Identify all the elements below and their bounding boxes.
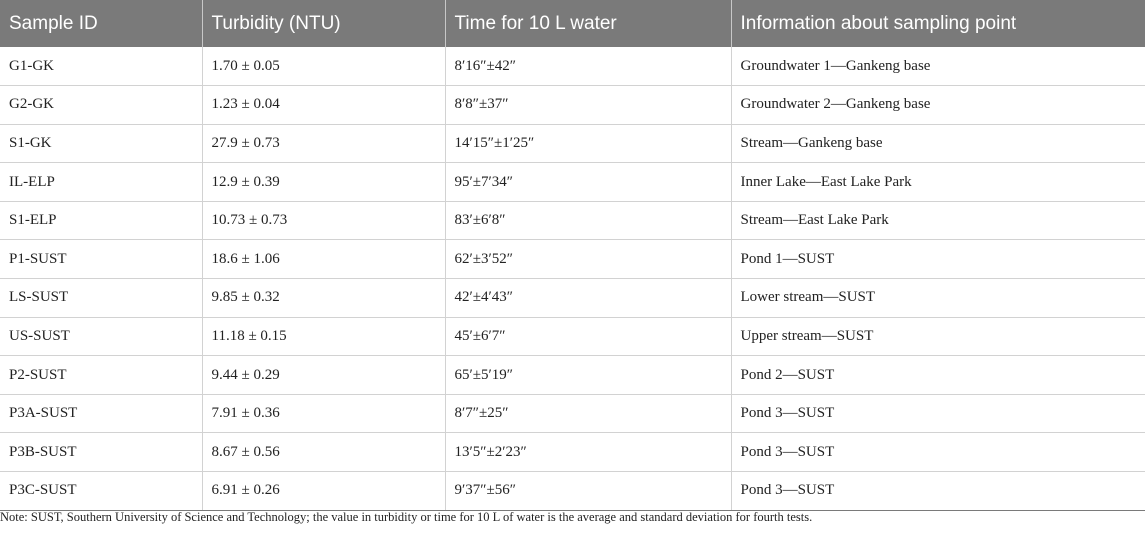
cell-turbidity: 1.70 ± 0.05 bbox=[202, 47, 445, 86]
header-sampling-point: Information about sampling point bbox=[731, 0, 1145, 47]
cell-time: 42′±4′43″ bbox=[445, 279, 731, 318]
cell-time: 8′16″±42″ bbox=[445, 47, 731, 86]
cell-turbidity: 1.23 ± 0.04 bbox=[202, 86, 445, 125]
cell-time: 9′37″±56″ bbox=[445, 472, 731, 511]
cell-sample-id: P3B-SUST bbox=[0, 433, 202, 472]
header-time: Time for 10 L water bbox=[445, 0, 731, 47]
cell-time: 65′±5′19″ bbox=[445, 356, 731, 395]
cell-sample-id: G2-GK bbox=[0, 86, 202, 125]
cell-sampling-point: Pond 3—SUST bbox=[731, 394, 1145, 433]
table-row bbox=[0, 240, 1145, 279]
cell-sample-id: P2-SUST bbox=[0, 356, 202, 395]
table-note: Note: SUST, Southern University of Science and Technology; the value in turbidity or time for 10 L of water is the average and standard deviation for fourth tests. bbox=[0, 510, 813, 524]
table-row bbox=[0, 47, 1145, 86]
cell-sampling-point: Upper stream—SUST bbox=[731, 317, 1145, 356]
cell-time: 62′±3′52″ bbox=[445, 240, 731, 279]
table-row bbox=[0, 124, 1145, 163]
cell-time: 45′±6′7″ bbox=[445, 317, 731, 356]
cell-sampling-point: Pond 3—SUST bbox=[731, 472, 1145, 511]
cell-sampling-point: Groundwater 1—Gankeng base bbox=[731, 47, 1145, 86]
table-row bbox=[0, 433, 1145, 472]
cell-sample-id: P3C-SUST bbox=[0, 472, 202, 511]
cell-time: 95′±7′34″ bbox=[445, 163, 731, 202]
cell-sample-id: G1-GK bbox=[0, 47, 202, 86]
cell-sample-id: LS-SUST bbox=[0, 279, 202, 318]
cell-turbidity: 10.73 ± 0.73 bbox=[202, 201, 445, 240]
cell-sampling-point: Pond 1—SUST bbox=[731, 240, 1145, 279]
cell-turbidity: 6.91 ± 0.26 bbox=[202, 472, 445, 511]
cell-time: 14′15″±1′25″ bbox=[445, 124, 731, 163]
table-row bbox=[0, 279, 1145, 318]
cell-turbidity: 7.91 ± 0.36 bbox=[202, 394, 445, 433]
table-header-row bbox=[0, 0, 1145, 47]
cell-turbidity: 27.9 ± 0.73 bbox=[202, 124, 445, 163]
cell-sampling-point: Stream—Gankeng base bbox=[731, 124, 1145, 163]
cell-sampling-point: Pond 2—SUST bbox=[731, 356, 1145, 395]
cell-turbidity: 9.44 ± 0.29 bbox=[202, 356, 445, 395]
table-row bbox=[0, 163, 1145, 202]
cell-sampling-point: Stream—East Lake Park bbox=[731, 201, 1145, 240]
cell-time: 8′7″±25″ bbox=[445, 394, 731, 433]
header-turbidity: Turbidity (NTU) bbox=[202, 0, 445, 47]
table-row bbox=[0, 472, 1145, 511]
cell-sampling-point: Groundwater 2—Gankeng base bbox=[731, 86, 1145, 125]
cell-sample-id: P3A-SUST bbox=[0, 394, 202, 433]
table-row bbox=[0, 317, 1145, 356]
cell-sample-id: S1-GK bbox=[0, 124, 202, 163]
table-row bbox=[0, 201, 1145, 240]
cell-sample-id: IL-ELP bbox=[0, 163, 202, 202]
cell-turbidity: 18.6 ± 1.06 bbox=[202, 240, 445, 279]
cell-sample-id: S1-ELP bbox=[0, 201, 202, 240]
cell-turbidity: 11.18 ± 0.15 bbox=[202, 317, 445, 356]
cell-turbidity: 9.85 ± 0.32 bbox=[202, 279, 445, 318]
cell-sampling-point: Inner Lake—East Lake Park bbox=[731, 163, 1145, 202]
cell-time: 83′±6′8″ bbox=[445, 201, 731, 240]
cell-turbidity: 8.67 ± 0.56 bbox=[202, 433, 445, 472]
cell-time: 8′8″±37″ bbox=[445, 86, 731, 125]
cell-sampling-point: Pond 3—SUST bbox=[731, 433, 1145, 472]
cell-turbidity: 12.9 ± 0.39 bbox=[202, 163, 445, 202]
cell-sample-id: US-SUST bbox=[0, 317, 202, 356]
table-row bbox=[0, 394, 1145, 433]
cell-sampling-point: Lower stream—SUST bbox=[731, 279, 1145, 318]
cell-time: 13′5″±2′23″ bbox=[445, 433, 731, 472]
table-row bbox=[0, 356, 1145, 395]
table-row bbox=[0, 86, 1145, 125]
header-sample-id: Sample ID bbox=[0, 0, 202, 47]
cell-sample-id: P1-SUST bbox=[0, 240, 202, 279]
